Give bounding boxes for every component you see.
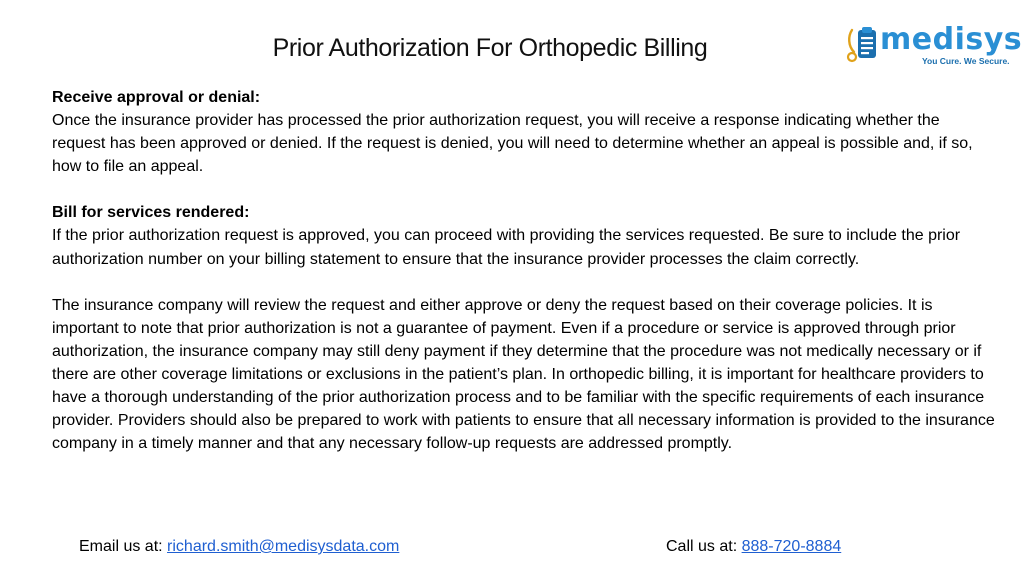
email-link[interactable]: richard.smith@medisysdata.com: [167, 538, 400, 555]
phone-link[interactable]: 888-720-8884: [741, 538, 842, 555]
section-billing: [52, 201, 997, 270]
section-heading: Bill for services rendered:: [52, 204, 250, 222]
footer-phone: [666, 538, 841, 556]
slide-title: Prior Authorization For Orthopedic Billing: [272, 34, 708, 62]
logo-tagline: You Cure. We Secure.: [922, 56, 1010, 66]
clipboard-stethoscope-icon: [846, 26, 880, 66]
phone-label: Call us at:: [666, 538, 742, 555]
logo-wordmark: medisys: [880, 22, 1023, 57]
medisys-logo: [846, 22, 1023, 72]
section-body: If the prior authorization request is approved, you can proceed with providing the services requested. Be sure to include the prior authorization number on your billing statement to ensure that the insurance provider processes the claim correctly.: [52, 227, 961, 268]
section-body: Once the insurance provider has processed the prior authorization request, you will receive a response indicating whether the request has been approved or denied. If the request is denied, you will need to determine whether an appeal is possible and, if so, how to file an appeal.: [52, 112, 973, 176]
email-label: Email us at:: [79, 538, 168, 555]
slide-content: [52, 86, 997, 478]
section-approval: [52, 86, 997, 178]
closing-paragraph: The insurance company will review the request and either approve or deny the request based on their coverage policies. It is important to note that prior authorization is not a guarantee of payment. Even if a procedure or service is approved through prior authorization, the insurance company may still deny payment if they determine that the procedure was not medically necessary or if there are other coverage limitations or exclusions in the patient’s plan. In orthopedic billing, it is important for healthcare providers to have a thorough understanding of the prior authorization process and to be familiar with the specific requirements of each insurance provider. Providers should also be prepared to work with patients to ensure that all necessary information is provided to the insurance company in a timely manner and that any necessary follow-up requests are addressed promptly.: [52, 296, 995, 453]
section-heading: Receive approval or denial:: [52, 89, 261, 106]
footer-email: [79, 538, 399, 556]
